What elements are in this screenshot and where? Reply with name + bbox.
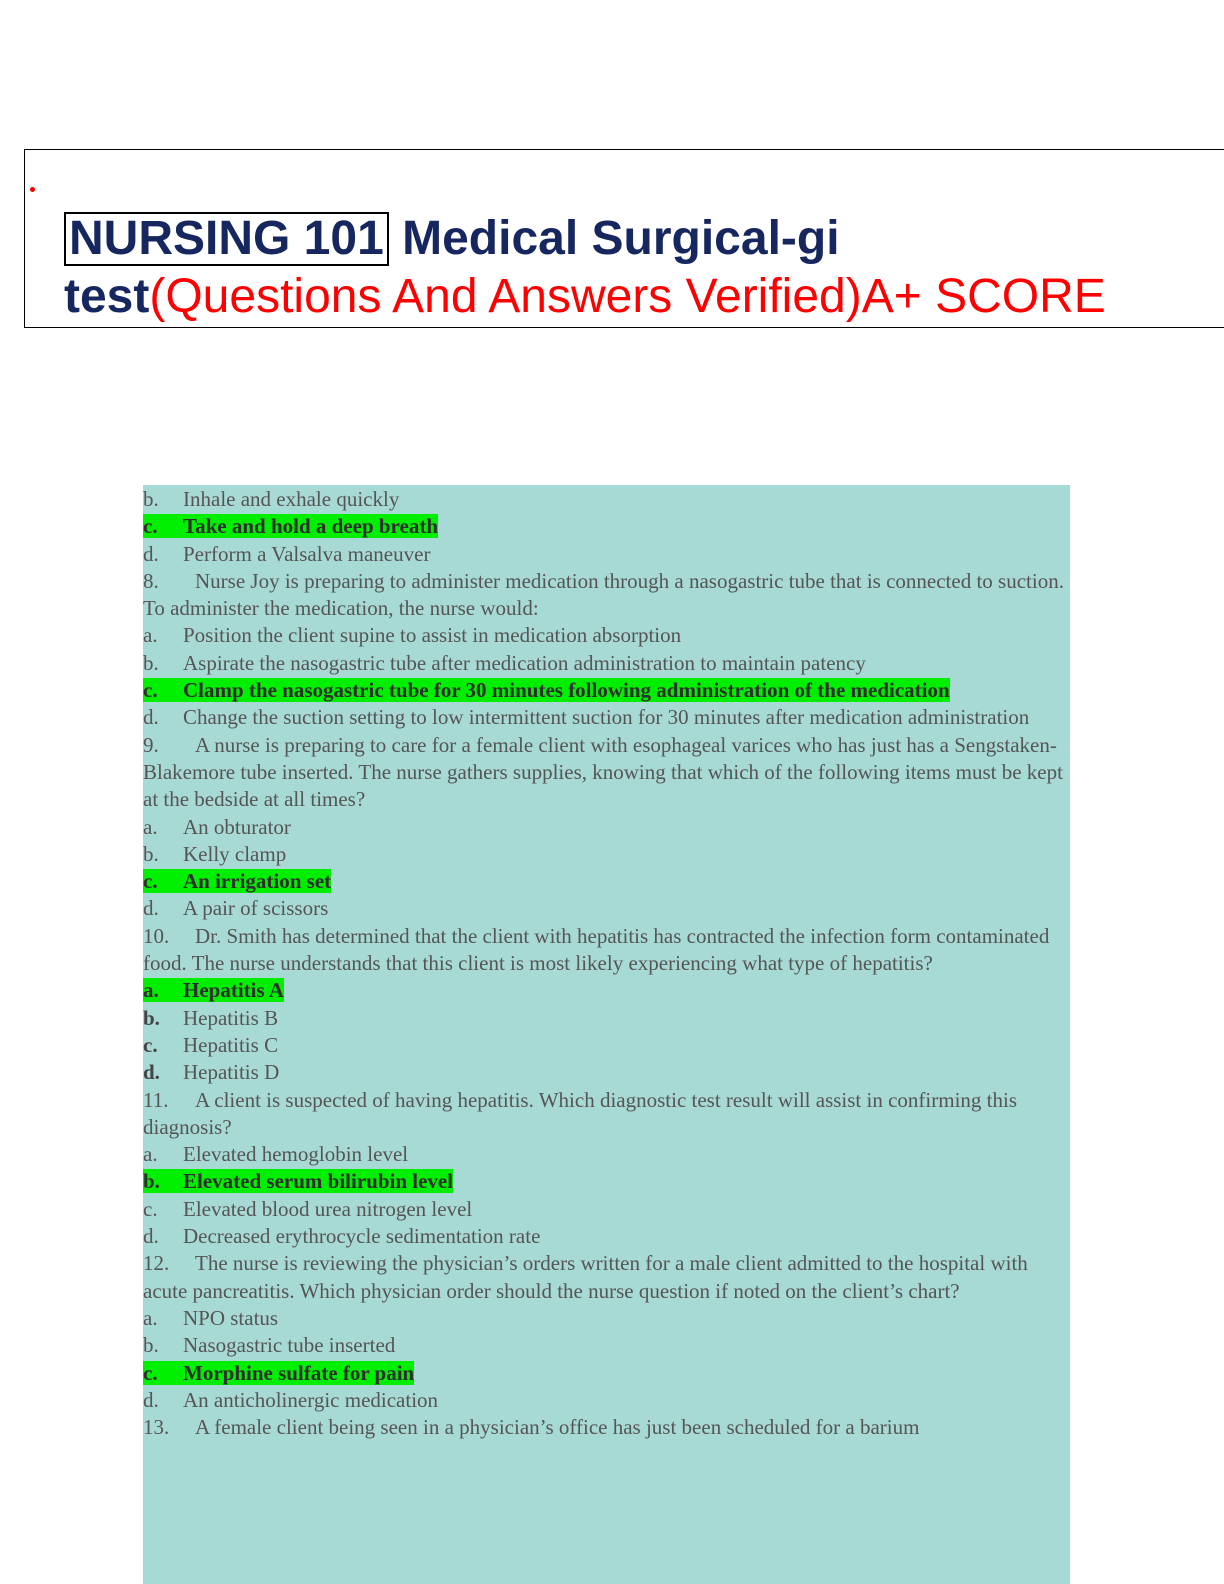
answer-option: c. Hepatitis C bbox=[143, 1032, 279, 1057]
bullet-marker bbox=[30, 187, 35, 192]
answer-option: d. Decreased erythrocycle sedimentation rate bbox=[143, 1224, 541, 1249]
correct-answer: c. Morphine sulfate for pain bbox=[143, 1360, 415, 1385]
answer-option: b. Aspirate the nasogastric tube after medication administration to maintain patency bbox=[143, 650, 866, 675]
answer-option: d. A pair of scissors bbox=[143, 896, 329, 921]
answer-option: a. NPO status bbox=[143, 1305, 279, 1330]
answer-option: b. Hepatitis B bbox=[143, 1005, 279, 1030]
correct-answer: c. Clamp the nasogastric tube for 30 minutes following administration of the medication bbox=[143, 678, 950, 703]
correct-answer: a. Hepatitis A bbox=[143, 978, 284, 1003]
answer-option: d. Perform a Valsalva maneuver bbox=[143, 541, 431, 566]
question: 10. Dr. Smith has determined that the client with hepatitis has contracted the infection form contaminated food. The nurse understands that this client is most likely experiencing what type of hepatitis? bbox=[143, 923, 1050, 976]
title-subject: Medical Surgical-gi bbox=[388, 212, 840, 265]
answer-option: d. Change the suction setting to low intermittent suction for 30 minutes after medication administration bbox=[143, 705, 1030, 730]
answer-option: a. Elevated hemoglobin level bbox=[143, 1142, 409, 1167]
answer-option: b. Kelly clamp bbox=[143, 841, 287, 866]
document-title bbox=[64, 210, 1106, 326]
title-line-2 bbox=[64, 268, 1106, 326]
question: 13. A female client being seen in a physician’s office has just been scheduled for a barium bbox=[143, 1415, 920, 1440]
correct-answer: b. Elevated serum bilirubin level bbox=[143, 1169, 454, 1194]
correct-answer: c. An irrigation set bbox=[143, 869, 332, 894]
answer-option: b. Nasogastric tube inserted bbox=[143, 1333, 396, 1358]
answer-option: d. Hepatitis D bbox=[143, 1060, 280, 1085]
question: 9. A nurse is preparing to care for a female client with esophageal varices who has just has a Sengstaken-Blakemore tube inserted. The nurse gathers supplies, knowing that which of the following items must be kept at the bedside at all times? bbox=[143, 732, 1063, 812]
title-test: test bbox=[64, 270, 150, 323]
question-list bbox=[143, 486, 1068, 1441]
answer-option: c. Elevated blood urea nitrogen level bbox=[143, 1196, 473, 1221]
answer-option: a. Position the client supine to assist in medication absorption bbox=[143, 623, 682, 648]
answer-option: b. Inhale and exhale quickly bbox=[143, 487, 400, 511]
question: 8. Nurse Joy is preparing to administer medication through a nasogastric tube that is connected to suction. To administer the medication, the nurse would: bbox=[143, 568, 1064, 621]
question: 11. A client is suspected of having hepatitis. Which diagnostic test result will assist in confirming this diagnosis? bbox=[143, 1087, 1017, 1139]
correct-answer: c. Take and hold a deep breath bbox=[143, 514, 438, 539]
question: 12. The nurse is reviewing the physician’s orders written for a male client admitted to the hospital with acute pancreatitis. Which physician order should the nurse question if noted on the client’s chart? bbox=[143, 1251, 1028, 1303]
course-code: NURSING 101 bbox=[64, 212, 389, 266]
answer-option: d. An anticholinergic medication bbox=[143, 1387, 439, 1412]
title-tagline: (Questions And Answers Verified)A+ SCORE bbox=[149, 270, 1106, 323]
answer-option: a. An obturator bbox=[143, 814, 291, 839]
